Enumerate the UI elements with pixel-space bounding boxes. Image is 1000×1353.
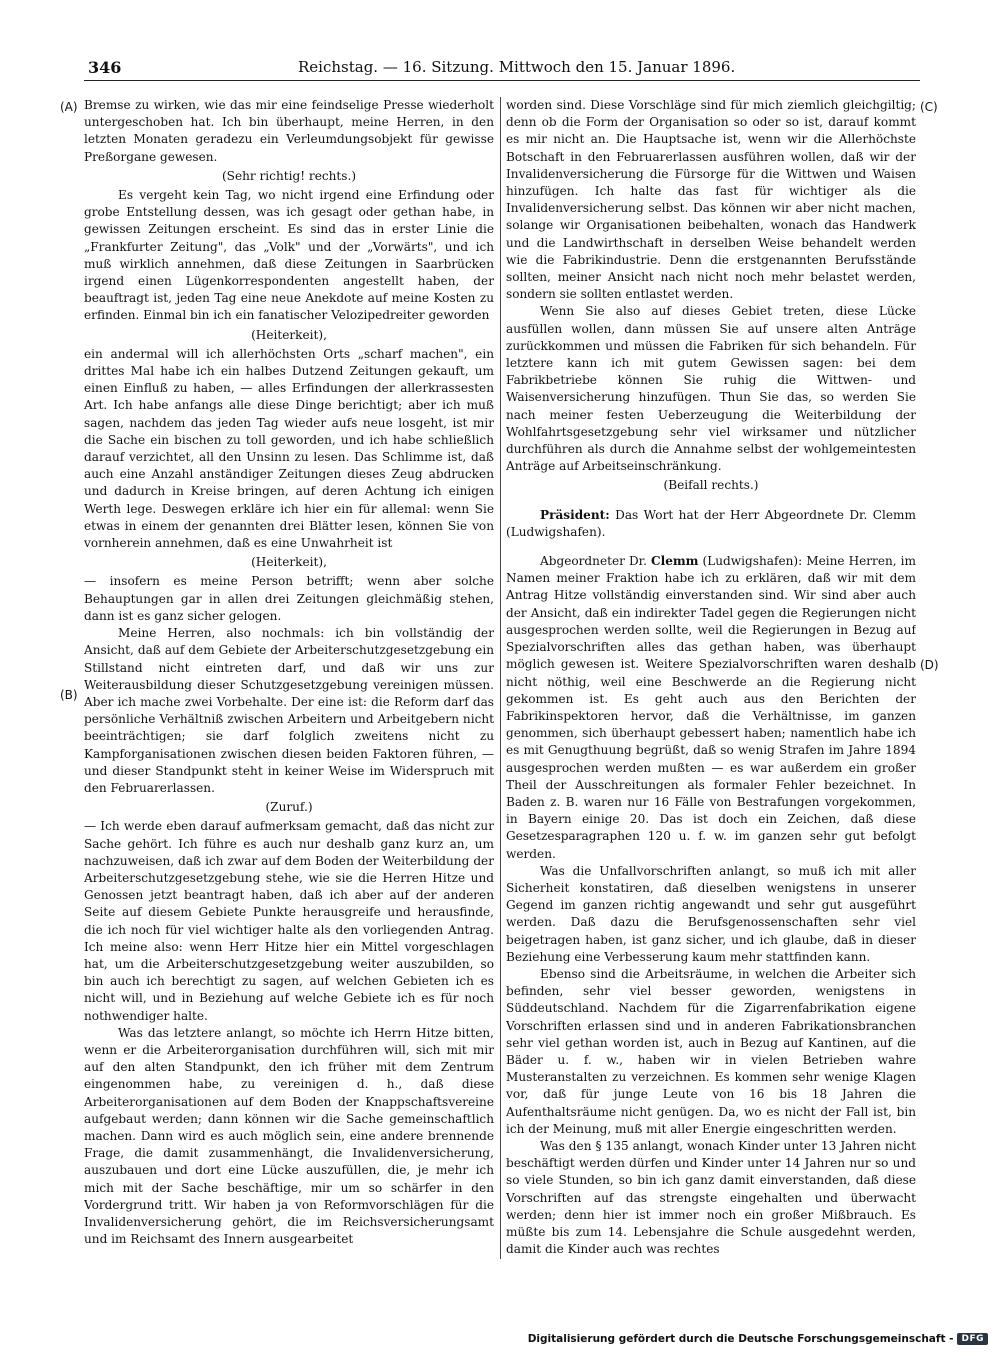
speech-text: (Ludwigshafen): Meine Herren, im Namen meiner Fraktion habe ich zu erklären, daß wir mit dem Antrag Hitze vollständig einverstanden sind. Wir sind aber auch der Ansicht, daß ein indirekter Tadel gegen die Regierungen nicht ausgesprochen werden sollte, weil die Regierungen in Bezug auf Spezialvorschriften alles das gethan haben, was überhaupt möglich gewesen ist. Weitere Spezialvorschriften waren deshalb nicht nöthig, weil eine Beschwerde an die Regierung nicht gekommen ist. Es geht auch aus den Berichten der Fabrikinspektoren hervor, daß die Verhältnisse, im ganzen genommen, sich überhaupt gebessert haben; namentlich habe ich es mit Genugthuung begrüßt, daß so wenig Strafen im Jahre 1894 ausgesprochen werden mußten — es war außerdem ein großer Theil der Ausschreitungen als formaler Fehler bezeichnet. In Baden z. B. waren nur 16 Fälle von Bestrafungen vorgekommen, in Bayern einige 20. Das ist doch ein Zeichen, daß diese Gesetzesparagraphen 120 u. f. w. im ganzen sehr gut befolgt werden. bbox=[506, 554, 916, 861]
column-divider bbox=[500, 97, 501, 1259]
paragraph: Wenn Sie also auf dieses Gebiet treten, diese Lücke ausfüllen wollen, dann müssen Sie auf unsere alten Anträge zurückkommen und müssen die Fabriken für sich behandeln. Für letztere kann ich mit gutem Gewissen sagen: bei dem Fabrikbetriebe können Sie ruhig die Wittwen- und Waisenversicherung hinzufügen. Thun Sie das, so werden Sie nach meiner festen Ueberzeugung die Weiterbildung der Wohlfahrtsgesetzgebung sehr viel wirksamer und nützlicher durchführen als durch die Annahme selbst der wohlgemeintesten Anträge auf Arbeitseinschränkung. bbox=[506, 304, 916, 474]
paragraph: Was die Unfallvorschriften anlangt, so muß ich mit aller Sicherheit konstatiren, daß dieselben wenigstens in unserer Gegend im ganzen richtig angewandt und sehr gut ausgeführt werden. Daß dazu die Berufsgenossenschaften sehr viel beigetragen haben, ist ganz sicher, und ich glaube, daß in dieser Beziehung eine Verbesserung kaum mehr stattfinden kann. bbox=[506, 863, 916, 964]
interjection: (Heiterkeit), bbox=[251, 555, 327, 570]
margin-marker-b: (B) bbox=[60, 688, 78, 702]
paragraph: — Ich werde eben darauf aufmerksam gemacht, daß das nicht zur Sache gehört. Ich führe es auch nur deshalb ganz kurz an, um nachzuweisen, daß ich zwar auf dem Boden der Weiterbildung der Arbeiterschutzgesetzgebung stehe, wie sie die Herren Hitze und Genossen jetzt beantragt haben, daß ich aber auf der anderen Seite auf diesem Gebiete Punkte herausgreife und herausfinde, die ich noch für viel wichtiger halte als den vorliegenden Antrag. Ich meine also: wenn Herr Hitze hier ein Mittel vorgeschlagen hat, um die Arbeiterschutzgesetzgebung weiter auszubilden, so bin auch ich berechtigt zu sagen, auf welchen Gebieten ich es nicht will, und in Beziehung auf welche Gebiete ich es für noch nothwendiger halte. bbox=[84, 819, 494, 1023]
interjection: (Heiterkeit), bbox=[251, 327, 327, 342]
paragraph: Bremse zu wirken, wie das mir eine feindselige Presse wiederholt untergeschoben hat. Ich bin überhaupt, meine Herren, in den letzten Monaten geradezu ein Verleumdungsobjekt für gewisse Preßorgane gewesen. bbox=[84, 98, 494, 164]
president-statement bbox=[506, 507, 916, 541]
right-column bbox=[506, 97, 916, 1312]
margin-marker-c: (C) bbox=[920, 100, 938, 114]
statement-text: Das Wort hat der Herr Abgeordnete Dr. Clemm (Ludwigshafen). bbox=[506, 507, 916, 539]
left-column bbox=[84, 97, 494, 1312]
paragraph: Ebenso sind die Arbeitsräume, in welchen die Arbeiter sich befinden, sehr viel besser geworden, wenigstens in Süddeutschland. Nachdem für die Zigarrenfabrikation eigene Vorschriften erlassen sind und in anderen Fabrikationsbranchen sehr viel gethan worden ist, auch in Bezug auf Kantinen, auf die Bäder u. f. w., haben wir in vielen Betrieben wahre Musteranstalten zu verzeichnen. Es kommen sehr wenige Klagen vor, daß für junge Leute von 16 bis 18 Jahren die Aufenthaltsräume nicht genügen. Da, wo es nicht der Fall ist, bin ich der Meinung, muß mit aller Energie eingeschritten werden. bbox=[506, 966, 916, 1136]
margin-marker-d: (D) bbox=[920, 658, 939, 672]
paragraph: Was den § 135 anlangt, wonach Kinder unter 13 Jahren nicht beschäftigt werden dürfen und Kinder unter 14 Jahren nur so und so viele Stunden, so bin ich ganz damit einverstanden, daß diese Vorschriften auf das strengste eingehalten und überwacht werden; denn hier ist immer noch ein großer Mißbrauch. Es müßte bis zum 14. Lebensjahre die Schule ausgedehnt werden, damit die Kinder auch was rechtes bbox=[506, 1138, 916, 1257]
margin-marker-a: (A) bbox=[60, 100, 78, 114]
paragraph: — insofern es meine Person betrifft; wenn aber solche Behauptungen gar in allen drei Zeitungen gleichmäßig stehen, dann ist es ganz sicher gelogen. bbox=[84, 574, 494, 623]
paragraph: Meine Herren, also nochmals: ich bin vollständig der Ansicht, daß auf dem Gebiete der Arbeiterschutzgesetzgebung ein Stillstand nicht eintreten darf, und daß wir uns zur Weiterausbildung dieser Schutzgesetzgebung vereinigen müssen. Aber ich mache zwei Vorbehalte. Der eine ist: die Reform darf das persönliche Verhältniß zwischen Arbeitern und Arbeitgebern nicht beeinträchtigen; sie darf folglich zweitens nicht zu Kampforganisationen zwischen diesen beiden Faktoren führen, — und dieser Standpunkt steht in keiner Weise im Widerspruch mit den Februarerlassen. bbox=[84, 626, 494, 795]
footer-credit bbox=[528, 1331, 988, 1347]
paragraph: Es vergeht kein Tag, wo nicht irgend eine Erfindung oder grobe Entstellung dessen, was ich gesagt oder gethan habe, in gewissen Zeitungen erscheint. Es sind das in erster Linie die „Frankfurter Zeitung", das „Volk" und der „Vorwärts", und ich muß wirklich annehmen, daß diese Zeitungen in Saarbrücken irgend einen Lügenkorrespondenten angestellt haben, der beauftragt ist, jeden Tag eine neue Anekdote auf meine Kosten zu erfinden. Einmal bin ich ein fanatischer Velozipedreiter geworden bbox=[84, 188, 494, 323]
footer-text: Digitalisierung gefördert durch die Deutsche Forschungsgemeinschaft - bbox=[527, 1333, 954, 1345]
running-head: Reichstag. — 16. Sitzung. Mittwoch den 15. Januar 1896. bbox=[298, 58, 736, 76]
page-number: 346 bbox=[88, 58, 122, 77]
dfg-logo: DFG bbox=[957, 1333, 988, 1345]
paragraph: ein andermal will ich allerhöchsten Orts „scharf machen", ein drittes Mal habe ich ein halbes Dutzend Zeitungen gekauft, um einen Einfluß zu haben, — alles Erfindungen der allerkrassesten Art. Ich habe anfangs alle diese Dinge berichtigt; aber ich muß sagen, nachdem das jeden Tag wieder aufs neue losgeht, ist mir die Sache ein bischen zu toll geworden, und ich habe schließlich darauf verzichtet, all den Unsinn zu lesen. Das Schlimme ist, daß auch eine Anzahl anständiger Zeitungen dieses Zeug abdrucken und dadurch in Kreise bringen, auf deren Achtung ich einigen Werth lege. Deswegen erkläre ich hier ein für allemal: wenn Sie etwas in einem der genannten drei Blätter lesen, können Sie von vornherein annehmen, daß es eine Unwahrheit ist bbox=[84, 346, 494, 551]
speaker-title: Abgeordneter Dr. bbox=[540, 554, 647, 569]
speech-paragraph bbox=[506, 553, 916, 863]
interjection: (Sehr richtig! rechts.) bbox=[221, 168, 357, 183]
interjection: (Zuruf.) bbox=[265, 800, 313, 815]
speaker-label: Präsident: bbox=[540, 507, 610, 522]
interjection: (Beifall rechts.) bbox=[663, 478, 759, 493]
page-header bbox=[84, 56, 920, 81]
speaker-name: Clemm bbox=[650, 554, 699, 569]
paragraph: Was das letztere anlangt, so möchte ich Herrn Hitze bitten, wenn er die Arbeiterorganisation durchführen will, sich mit mir auf den alten Standpunkt, den ich früher mit dem Zentrum eingenommen habe, zu vereinigen d. h., daß diese Arbeiterorganisationen auf dem Boden der Knappschaftsvereine aufgebaut werden; dann können wir die Sache gemeinschaftlich machen. Dann wird es auch möglich sein, eine andere brennende Frage, die damit zusammenhängt, die Invalidenversicherung, auszubauen und dort eine Lücke auszufüllen, die, je mehr ich mich mit der Sache beschäftige, mir um so schärfer in den Vordergrund tritt. Wir haben ja von Reformvorschlägen für die Invalidenversicherung gehört, die im Reichsversicherungsamt und im Reichsamt des Innern ausgearbeitet bbox=[84, 1025, 494, 1247]
paragraph: worden sind. Diese Vorschläge sind für mich ziemlich gleichgiltig; denn ob die Form der Organisation so oder so ist, darauf kommt es mir nicht an. Die Hauptsache ist, wenn wir die Allerhöchste Botschaft in den Februarerlassen ausführen wollen, daß wir der Invalidenversicherung die Fürsorge für die Wittwen und Waisen hinzufügen. Ich halte das fast für wichtiger als die Invalidenversicherung selbst. Das können wir aber nicht machen, solange wir Organisationen beibehalten, wonach das Handwerk und die Landwirthschaft in derselben Weise behandelt werden wie die Fabrikindustrie. Denn die erstgenannten Berufsstände sollten, meiner Ansicht nach nicht noch mehr belastet werden, sondern sie sollten entlastet werden. bbox=[506, 98, 916, 302]
